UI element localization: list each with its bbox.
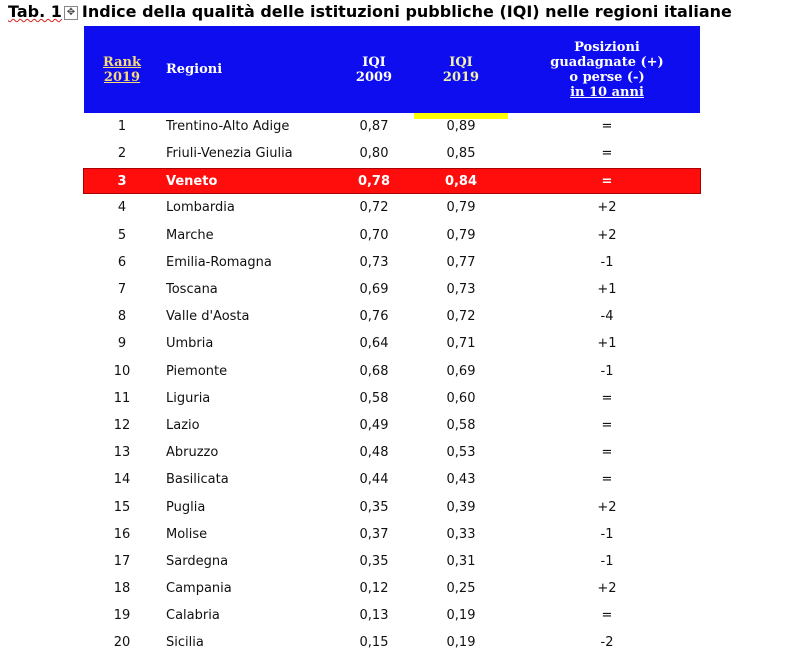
- cell-position-change: +1: [597, 336, 617, 352]
- cell-position-change: +1: [597, 282, 617, 298]
- cell-rank: 7: [117, 282, 127, 298]
- cell-rank: 19: [113, 608, 131, 624]
- header-iqi-2009: [336, 26, 412, 113]
- cell-region: Veneto: [166, 173, 218, 189]
- cell-iqi-2019: 0,71: [446, 336, 476, 352]
- cell-region: Liguria: [166, 390, 211, 406]
- cell-region: Sicilia: [166, 635, 204, 651]
- table-row: [84, 521, 700, 548]
- cell-region: Abruzzo: [166, 445, 219, 461]
- cell-iqi-2019: 0,79: [446, 200, 476, 216]
- table-row: [84, 548, 700, 575]
- cell-region: Molise: [166, 526, 208, 542]
- cell-iqi-2009: 0,72: [359, 200, 389, 216]
- cell-iqi-2019: 0,85: [446, 146, 476, 162]
- header-pos-line4: in 10 anni: [570, 84, 644, 100]
- table-row: [84, 358, 700, 385]
- cell-position-change: -1: [600, 553, 614, 569]
- header-rank-line2: 2019: [103, 69, 141, 85]
- cell-region: Lombardia: [166, 200, 235, 216]
- header-posizioni: [514, 26, 700, 113]
- cell-rank: 12: [113, 417, 131, 433]
- cell-iqi-2009: 0,15: [359, 635, 389, 651]
- table-row: [84, 602, 700, 629]
- cell-iqi-2019: 0,84: [444, 173, 478, 189]
- cell-position-change: -2: [600, 635, 614, 651]
- cell-region: Lazio: [166, 417, 200, 433]
- cell-rank: 5: [117, 227, 127, 243]
- cell-iqi-2009: 0,37: [359, 526, 389, 542]
- header-regioni: [166, 26, 326, 113]
- cell-rank: 6: [117, 254, 127, 270]
- header-rank: [84, 26, 160, 113]
- cell-rank: 10: [113, 363, 131, 379]
- cell-position-change: +2: [597, 499, 617, 515]
- cell-position-change: =: [601, 445, 613, 461]
- table-body: [84, 113, 700, 657]
- cell-iqi-2019: 0,43: [446, 472, 476, 488]
- cell-region: Trentino-Alto Adige: [166, 119, 290, 135]
- header-rank-line1: Rank: [103, 54, 141, 70]
- table-title: [8, 2, 732, 21]
- cell-position-change: -1: [600, 363, 614, 379]
- cell-iqi-2009: 0,48: [359, 445, 389, 461]
- cell-region: Emilia-Romagna: [166, 254, 272, 270]
- cell-iqi-2009: 0,73: [359, 254, 389, 270]
- cell-rank: 16: [113, 526, 131, 542]
- cell-iqi-2019: 0,53: [446, 445, 476, 461]
- table-row: [84, 466, 700, 493]
- cell-position-change: =: [601, 472, 613, 488]
- cell-iqi-2009: 0,49: [359, 417, 389, 433]
- table-number: Tab. 1: [8, 2, 62, 21]
- header-pos-line2: guadagnate (+): [550, 54, 664, 70]
- cell-iqi-2009: 0,13: [359, 608, 389, 624]
- cell-rank: 4: [117, 200, 127, 216]
- cell-iqi-2019: 0,89: [446, 119, 476, 135]
- cell-iqi-2009: 0,68: [359, 363, 389, 379]
- cell-iqi-2019: 0,73: [446, 282, 476, 298]
- cell-rank: 14: [113, 472, 131, 488]
- cell-iqi-2019: 0,79: [446, 227, 476, 243]
- table-row: [84, 439, 700, 466]
- cell-position-change: =: [601, 173, 613, 189]
- table-row: [84, 194, 700, 221]
- cell-rank: 9: [117, 336, 127, 352]
- table-row: [84, 385, 700, 412]
- cell-iqi-2019: 0,77: [446, 254, 476, 270]
- cell-rank: 15: [113, 499, 131, 515]
- cell-iqi-2009: 0,78: [357, 173, 391, 189]
- iqi-table: [84, 26, 700, 651]
- cell-region: Friuli-Venezia Giulia: [166, 146, 293, 162]
- cell-iqi-2009: 0,44: [359, 472, 389, 488]
- table-row: [84, 412, 700, 439]
- cell-position-change: =: [601, 119, 613, 135]
- cell-position-change: -1: [600, 526, 614, 542]
- cell-iqi-2009: 0,64: [359, 336, 389, 352]
- header-iqi2009-line2: 2009: [355, 69, 393, 85]
- table-caption: Indice della qualità delle istituzioni pubbliche (IQI) nelle regioni italiane: [81, 2, 732, 21]
- cell-iqi-2019: 0,25: [446, 581, 476, 597]
- cell-iqi-2019: 0,69: [446, 363, 476, 379]
- table-row: [84, 330, 700, 357]
- cell-region: Calabria: [166, 608, 220, 624]
- cell-rank: 8: [117, 309, 127, 325]
- cell-iqi-2019: 0,31: [446, 553, 476, 569]
- cell-rank: 20: [113, 635, 131, 651]
- cell-iqi-2009: 0,12: [359, 581, 389, 597]
- table-row: [84, 113, 700, 140]
- cell-region: Marche: [166, 227, 214, 243]
- table-header: [84, 26, 700, 113]
- header-iqi2019-line1: IQI: [449, 54, 473, 70]
- cell-rank: 18: [113, 581, 131, 597]
- cell-rank: 11: [113, 390, 131, 406]
- table-row: [84, 303, 700, 330]
- cell-position-change: =: [601, 390, 613, 406]
- cell-iqi-2009: 0,87: [359, 119, 389, 135]
- cell-iqi-2009: 0,58: [359, 390, 389, 406]
- cell-iqi-2009: 0,70: [359, 227, 389, 243]
- move-handle-icon[interactable]: ✥: [64, 6, 78, 20]
- header-regioni-label: Regioni: [166, 62, 223, 77]
- cell-iqi-2019: 0,60: [446, 390, 476, 406]
- table-row: [84, 493, 700, 520]
- cell-position-change: -1: [600, 254, 614, 270]
- cell-rank: 1: [117, 119, 127, 135]
- cell-iqi-2019: 0,19: [446, 635, 476, 651]
- cell-region: Umbria: [166, 336, 214, 352]
- cell-region: Basilicata: [166, 472, 229, 488]
- cell-rank: 13: [113, 445, 131, 461]
- header-iqi2009-line1: IQI: [362, 54, 386, 70]
- cell-iqi-2019: 0,19: [446, 608, 476, 624]
- cell-position-change: +2: [597, 200, 617, 216]
- cell-region: Puglia: [166, 499, 206, 515]
- cell-region: Valle d'Aosta: [166, 309, 250, 325]
- cell-iqi-2009: 0,35: [359, 553, 389, 569]
- table-row-highlighted: [84, 169, 700, 193]
- cell-iqi-2009: 0,69: [359, 282, 389, 298]
- cell-position-change: =: [601, 608, 613, 624]
- table-row: [84, 222, 700, 249]
- cell-region: Piemonte: [166, 363, 228, 379]
- cell-iqi-2009: 0,35: [359, 499, 389, 515]
- header-iqi2019-line2: 2019: [442, 69, 480, 85]
- cell-position-change: =: [601, 417, 613, 433]
- cell-iqi-2009: 0,80: [359, 146, 389, 162]
- header-pos-line3: o perse (-): [569, 69, 645, 85]
- cell-iqi-2009: 0,76: [359, 309, 389, 325]
- cell-iqi-2019: 0,33: [446, 526, 476, 542]
- table-row: [84, 276, 700, 303]
- cell-position-change: +2: [597, 581, 617, 597]
- table-row: [84, 140, 700, 167]
- cell-region: Toscana: [166, 282, 218, 298]
- cell-region: Sardegna: [166, 553, 229, 569]
- cell-rank: 17: [113, 553, 131, 569]
- cell-position-change: -4: [600, 309, 614, 325]
- table-row: [84, 629, 700, 656]
- cell-position-change: =: [601, 146, 613, 162]
- header-pos-line1: Posizioni: [574, 39, 640, 55]
- cell-iqi-2019: 0,39: [446, 499, 476, 515]
- table-row: [84, 575, 700, 602]
- cell-rank: 2: [117, 146, 127, 162]
- cell-iqi-2019: 0,58: [446, 417, 476, 433]
- cell-rank: 3: [117, 173, 127, 189]
- table-row: [84, 249, 700, 276]
- cell-iqi-2019: 0,72: [446, 309, 476, 325]
- cell-position-change: +2: [597, 227, 617, 243]
- header-iqi-2019: [414, 26, 508, 113]
- cell-region: Campania: [166, 581, 232, 597]
